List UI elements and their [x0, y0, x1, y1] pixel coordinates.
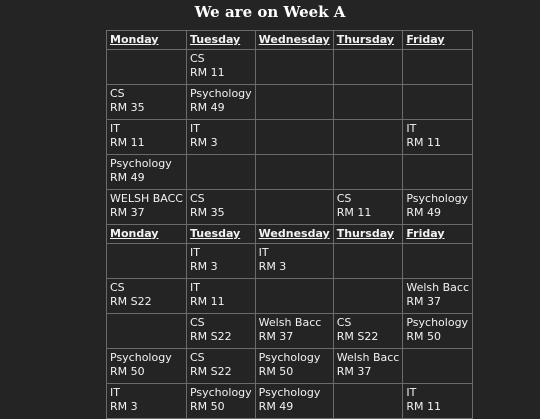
lesson-cell — [186, 349, 255, 384]
room: RM 3 — [110, 400, 138, 413]
subject: Psychology — [406, 316, 469, 329]
lesson-cell — [255, 50, 333, 85]
room: RM 50 — [258, 365, 294, 378]
room: RM 35 — [110, 101, 145, 114]
subject: IT — [110, 386, 120, 399]
lesson-cell — [107, 85, 187, 120]
lesson-row — [107, 120, 473, 155]
lesson-cell — [333, 314, 403, 349]
room: RM 50 — [406, 330, 441, 343]
subject: Psychology — [406, 192, 469, 205]
day-header: Friday — [403, 225, 473, 244]
room: RM S22 — [189, 330, 232, 343]
subject: CS — [189, 52, 205, 65]
subject: WELSH BACC — [110, 192, 183, 205]
room: RM 37 — [110, 206, 145, 219]
lesson-cell — [186, 190, 255, 225]
lesson-cell — [403, 120, 473, 155]
lesson-cell — [333, 279, 403, 314]
lesson-cell — [333, 155, 403, 190]
room: RM 11 — [336, 206, 372, 219]
subject: CS — [336, 316, 352, 329]
subject: CS — [110, 87, 125, 100]
lesson-cell — [255, 190, 333, 225]
subject: CS — [336, 192, 352, 205]
lesson-cell — [107, 384, 187, 419]
subject: IT — [406, 386, 417, 399]
lesson-row — [107, 244, 473, 279]
lesson-cell — [186, 279, 255, 314]
lesson-cell — [333, 120, 403, 155]
lesson-cell — [186, 244, 255, 279]
lesson-cell — [403, 349, 473, 384]
room: RM 11 — [406, 400, 441, 413]
subject: CS — [189, 192, 205, 205]
lesson-row — [107, 279, 473, 314]
timetable — [106, 30, 473, 419]
room: RM 49 — [189, 101, 225, 114]
lesson-cell — [333, 349, 403, 384]
subject: CS — [189, 316, 205, 329]
room: RM 49 — [406, 206, 441, 219]
lesson-cell — [255, 279, 333, 314]
lesson-cell — [403, 244, 473, 279]
subject: Psychology — [258, 386, 321, 399]
subject: Psychology — [189, 386, 252, 399]
lesson-cell — [333, 190, 403, 225]
lesson-cell — [403, 85, 473, 120]
lesson-cell — [255, 314, 333, 349]
subject: IT — [189, 246, 200, 259]
room: RM 11 — [189, 66, 225, 79]
lesson-cell — [403, 314, 473, 349]
subject: Welsh Bacc — [258, 316, 322, 329]
lesson-row — [107, 85, 473, 120]
lesson-cell — [255, 244, 333, 279]
day-header: Wednesday — [255, 225, 333, 244]
room: RM 11 — [110, 136, 145, 149]
room: RM 3 — [189, 260, 218, 273]
subject: Welsh Bacc — [336, 351, 400, 364]
day-header-row — [107, 31, 473, 50]
room: RM S22 — [336, 330, 379, 343]
room: RM 3 — [189, 136, 218, 149]
lesson-cell — [255, 384, 333, 419]
lesson-cell — [186, 314, 255, 349]
day-header: Tuesday — [186, 225, 255, 244]
subject: CS — [189, 351, 205, 364]
room: RM 49 — [258, 400, 294, 413]
lesson-cell — [255, 349, 333, 384]
lesson-cell — [107, 190, 187, 225]
room: RM 37 — [406, 295, 441, 308]
lesson-cell — [333, 384, 403, 419]
lesson-cell — [186, 120, 255, 155]
room: RM 3 — [258, 260, 287, 273]
lesson-cell — [403, 155, 473, 190]
room: RM 11 — [189, 295, 225, 308]
lesson-cell — [255, 85, 333, 120]
lesson-cell — [403, 384, 473, 419]
day-header: Tuesday — [186, 31, 255, 50]
subject: Welsh Bacc — [406, 281, 469, 294]
lesson-cell — [403, 50, 473, 85]
day-header: Friday — [403, 31, 473, 50]
subject: IT — [189, 122, 200, 135]
lesson-cell — [107, 50, 187, 85]
subject: CS — [110, 281, 125, 294]
lesson-cell — [107, 279, 187, 314]
lesson-row — [107, 155, 473, 190]
lesson-row — [107, 314, 473, 349]
lesson-cell — [403, 190, 473, 225]
room: RM S22 — [110, 295, 152, 308]
lesson-cell — [186, 155, 255, 190]
subject: IT — [258, 246, 269, 259]
lesson-cell — [107, 349, 187, 384]
page-title: We are on Week A — [194, 3, 346, 21]
lesson-cell — [403, 279, 473, 314]
subject: IT — [110, 122, 120, 135]
day-header: Monday — [107, 225, 187, 244]
lesson-cell — [333, 50, 403, 85]
lesson-row — [107, 50, 473, 85]
room: RM 37 — [336, 365, 372, 378]
subject: Psychology — [189, 87, 252, 100]
subject: IT — [189, 281, 200, 294]
lesson-row — [107, 384, 473, 419]
subject: Psychology — [110, 351, 172, 364]
lesson-cell — [107, 314, 187, 349]
lesson-cell — [107, 155, 187, 190]
room: RM 49 — [110, 171, 145, 184]
lesson-cell — [186, 384, 255, 419]
lesson-cell — [186, 50, 255, 85]
day-header: Thursday — [333, 225, 403, 244]
room: RM 11 — [406, 136, 441, 149]
lesson-row — [107, 349, 473, 384]
subject: Psychology — [110, 157, 172, 170]
lesson-cell — [333, 244, 403, 279]
day-header: Thursday — [333, 31, 403, 50]
day-header-row — [107, 225, 473, 244]
room: RM S22 — [189, 365, 232, 378]
day-header: Monday — [107, 31, 187, 50]
lesson-cell — [255, 155, 333, 190]
lesson-cell — [186, 85, 255, 120]
lesson-cell — [255, 120, 333, 155]
lesson-cell — [107, 244, 187, 279]
subject: Psychology — [258, 351, 321, 364]
room: RM 50 — [110, 365, 145, 378]
room: RM 35 — [189, 206, 225, 219]
subject: IT — [406, 122, 417, 135]
room: RM 50 — [189, 400, 225, 413]
day-header: Wednesday — [255, 31, 333, 50]
lesson-cell — [333, 85, 403, 120]
lesson-cell — [107, 120, 187, 155]
room: RM 37 — [258, 330, 294, 343]
lesson-row — [107, 190, 473, 225]
